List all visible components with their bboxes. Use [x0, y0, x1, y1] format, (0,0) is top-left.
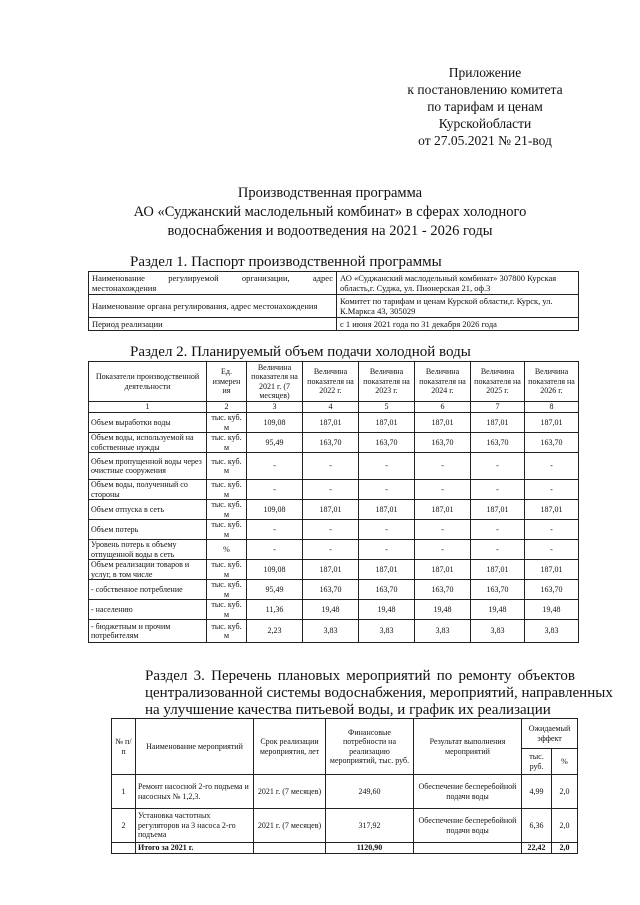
indicator-value: 3,83 — [303, 620, 359, 643]
table-row — [89, 500, 579, 520]
section2-heading: Раздел 2. Планируемый объем подачи холодной воды — [130, 344, 471, 360]
total-label: Итого за 2021 г. — [136, 843, 254, 854]
measure-result: Обеспечение бесперебойной подачи воды — [414, 809, 522, 843]
col-header: Величина показателя на 2021 г. (7 месяцев) — [247, 362, 303, 402]
indicator-value: - — [415, 453, 471, 480]
col-header: тыс. руб. — [522, 749, 552, 775]
table-row — [89, 453, 579, 480]
indicator-value: 187,01 — [303, 413, 359, 433]
indicator-value: 19,48 — [471, 600, 525, 620]
table-row — [89, 560, 579, 580]
total-finance: 1120,90 — [326, 843, 414, 854]
col-number: 1 — [89, 402, 207, 413]
col-number: 4 — [303, 402, 359, 413]
indicator-value: 3,83 — [525, 620, 579, 643]
indicator-value: 163,70 — [471, 580, 525, 600]
indicator-value: - — [359, 540, 415, 560]
indicator-value: 187,01 — [471, 560, 525, 580]
indicator-name: Объем воды, используемой на собственные нужды — [89, 433, 207, 453]
document-title — [60, 184, 600, 241]
indicator-value: 187,01 — [303, 560, 359, 580]
indicator-name: Уровень потерь к объему отпущенной воды в сеть — [89, 540, 207, 560]
measure-num: 1 — [112, 775, 136, 809]
col-number: 3 — [247, 402, 303, 413]
indicator-unit: тыс. куб. м — [207, 433, 247, 453]
table-row — [89, 433, 579, 453]
measure-name: Ремонт насосной 2-го подъема и насосных № 1,2,3. — [136, 775, 254, 809]
measure-term: 2021 г. (7 месяцев) — [254, 775, 326, 809]
indicator-unit: тыс. куб. м — [207, 500, 247, 520]
col-header: Ожидаемый эффект — [522, 719, 578, 749]
appendix-line: по тарифам и ценам — [427, 99, 543, 114]
indicator-unit: % — [207, 540, 247, 560]
indicator-value: - — [471, 453, 525, 480]
col-header: Величина показателя на 2024 г. — [415, 362, 471, 402]
indicator-value: 187,01 — [359, 500, 415, 520]
indicator-value: 187,01 — [415, 560, 471, 580]
indicator-value: 187,01 — [359, 413, 415, 433]
col-header: Результат выполнения мероприятий — [414, 719, 522, 775]
indicator-value: - — [303, 480, 359, 500]
measures-table — [111, 718, 578, 854]
measure-name: Установка частотных регуляторов на 3 насоса 2-го подъема — [136, 809, 254, 843]
measure-finance: 317,92 — [326, 809, 414, 843]
indicator-name: Объем отпуска в сеть — [89, 500, 207, 520]
total-rub: 22,42 — [522, 843, 552, 854]
indicator-unit: тыс. куб. м — [207, 560, 247, 580]
measure-pct: 2,0 — [552, 775, 578, 809]
indicator-value: 163,70 — [525, 580, 579, 600]
table-row — [112, 809, 578, 843]
indicator-value: 19,48 — [303, 600, 359, 620]
col-header: Величина показателя на 2023 г. — [359, 362, 415, 402]
passport-label: Наименование органа регулирования, адрес местонахождения — [89, 295, 337, 318]
col-header: № п/п — [112, 719, 136, 775]
indicator-value: - — [471, 520, 525, 540]
table-row — [89, 540, 579, 560]
indicator-value: 3,83 — [359, 620, 415, 643]
indicator-value: 187,01 — [415, 413, 471, 433]
indicator-value: 95,49 — [247, 433, 303, 453]
measure-term: 2021 г. (7 месяцев) — [254, 809, 326, 843]
table-row — [89, 580, 579, 600]
water-volume-table — [88, 361, 579, 643]
indicator-value: - — [525, 453, 579, 480]
indicator-value: 187,01 — [525, 560, 579, 580]
measure-finance: 249,60 — [326, 775, 414, 809]
indicator-name: Объем выработки воды — [89, 413, 207, 433]
total-row — [112, 843, 578, 854]
indicator-value: - — [415, 540, 471, 560]
indicator-value: - — [303, 453, 359, 480]
indicator-value: 3,83 — [471, 620, 525, 643]
col-number: 8 — [525, 402, 579, 413]
col-header: Срок реализации мероприятия, лет — [254, 719, 326, 775]
indicator-value: 163,70 — [359, 433, 415, 453]
indicator-name: - населению — [89, 600, 207, 620]
col-header: Показатели производственной деятельности — [89, 362, 207, 402]
column-number-row — [89, 402, 579, 413]
col-number: 7 — [471, 402, 525, 413]
indicator-value: - — [525, 480, 579, 500]
table-header-row — [89, 362, 579, 402]
indicator-value: - — [359, 480, 415, 500]
indicator-unit: тыс. куб. м — [207, 480, 247, 500]
col-header: Величина показателя на 2022 г. — [303, 362, 359, 402]
col-header: Финансовые потребности на реализацию мероприятий, тыс. руб. — [326, 719, 414, 775]
indicator-value: - — [415, 480, 471, 500]
appendix-line: Курскойобласти — [438, 116, 532, 131]
indicator-value: - — [525, 520, 579, 540]
indicator-unit: тыс. куб. м — [207, 413, 247, 433]
passport-label: Наименование регулируемой организации, адрес местонахождения — [89, 272, 337, 295]
indicator-unit: тыс. куб. м — [207, 520, 247, 540]
indicator-value: 19,48 — [359, 600, 415, 620]
indicator-value: - — [359, 520, 415, 540]
table-row — [89, 480, 579, 500]
indicator-value: - — [303, 540, 359, 560]
indicator-unit: тыс. куб. м — [207, 453, 247, 480]
indicator-unit: тыс. куб. м — [207, 620, 247, 643]
passport-value: с 1 июня 2021 года по 31 декабря 2026 года — [337, 318, 579, 331]
indicator-value: 11,36 — [247, 600, 303, 620]
water-volume-body — [89, 413, 579, 643]
indicator-value: 163,70 — [415, 433, 471, 453]
indicator-value: 2,23 — [247, 620, 303, 643]
indicator-value: 187,01 — [525, 413, 579, 433]
indicator-value: - — [247, 520, 303, 540]
indicator-value: - — [471, 540, 525, 560]
indicator-value: 187,01 — [471, 500, 525, 520]
col-header: % — [552, 749, 578, 775]
indicator-value: 3,83 — [415, 620, 471, 643]
indicator-value: 19,48 — [525, 600, 579, 620]
passport-table — [88, 271, 579, 331]
appendix-block — [380, 64, 590, 149]
col-number: 6 — [415, 402, 471, 413]
indicator-value: - — [525, 540, 579, 560]
indicator-value: 109,08 — [247, 560, 303, 580]
passport-label: Период реализации — [89, 318, 337, 331]
section3-heading-line: централизованной системы водоснабжения, мероприятий, направленных — [145, 685, 613, 701]
indicator-unit: тыс. куб. м — [207, 580, 247, 600]
indicator-value: 163,70 — [471, 433, 525, 453]
col-header: Величина показателя на 2025 г. — [471, 362, 525, 402]
section1-heading: Раздел 1. Паспорт производственной программы — [130, 254, 442, 270]
title-line: водоснабжения и водоотведения на 2021 - 2026 годы — [167, 223, 493, 239]
indicator-value: 187,01 — [415, 500, 471, 520]
indicator-value: 163,70 — [303, 580, 359, 600]
col-header: Наименование мероприятий — [136, 719, 254, 775]
indicator-name: Объем реализации товаров и услуг, в том числе — [89, 560, 207, 580]
table-header-row — [112, 719, 578, 749]
indicator-value: 187,01 — [471, 413, 525, 433]
appendix-line: Приложение — [448, 65, 522, 80]
indicator-name: Объем потерь — [89, 520, 207, 540]
indicator-value: 163,70 — [525, 433, 579, 453]
table-row — [89, 520, 579, 540]
indicator-value: 163,70 — [415, 580, 471, 600]
indicator-value: 95,49 — [247, 580, 303, 600]
indicator-value: 187,01 — [359, 560, 415, 580]
total-blank — [112, 843, 136, 854]
indicator-value: 109,08 — [247, 413, 303, 433]
table-row — [112, 775, 578, 809]
measure-rub: 4,99 — [522, 775, 552, 809]
table-row — [89, 620, 579, 643]
title-line: АО «Суджанский маслодельный комбинат» в сферах холодного — [133, 204, 527, 220]
total-pct: 2,0 — [552, 843, 578, 854]
col-header: Ед. измерен ия — [207, 362, 247, 402]
indicator-value: - — [247, 453, 303, 480]
measure-result: Обеспечение бесперебойной подачи воды — [414, 775, 522, 809]
appendix-line: от 27.05.2021 № 21-вод — [418, 133, 552, 148]
measure-pct: 2,0 — [552, 809, 578, 843]
col-number: 5 — [359, 402, 415, 413]
total-blank — [254, 843, 326, 854]
col-header: Величина показателя на 2026 г. — [525, 362, 579, 402]
indicator-name: - бюджетным и прочим потребителям — [89, 620, 207, 643]
passport-value: Комитет по тарифам и ценам Курской области,г. Курск, ул. К.Маркса 43, 305029 — [337, 295, 579, 318]
table-row — [89, 413, 579, 433]
indicator-value: - — [303, 520, 359, 540]
indicator-value: - — [471, 480, 525, 500]
indicator-name: Объем пропущенной воды через очистные сооружения — [89, 453, 207, 480]
indicator-name: Объем воды, полученный со стороны — [89, 480, 207, 500]
table-row — [89, 318, 579, 331]
indicator-value: 187,01 — [525, 500, 579, 520]
indicator-value: 19,48 — [415, 600, 471, 620]
measure-rub: 6,36 — [522, 809, 552, 843]
indicator-value: 109,08 — [247, 500, 303, 520]
col-number: 2 — [207, 402, 247, 413]
passport-value: АО «Суджанский маслодельный комбинат» 307800 Курская область,г. Суджа, ул. Пионерская 21, оф.3 — [337, 272, 579, 295]
total-blank — [414, 843, 522, 854]
appendix-line: к постановлению комитета — [407, 82, 563, 97]
indicator-value: - — [359, 453, 415, 480]
indicator-value: 187,01 — [303, 500, 359, 520]
indicator-value: 163,70 — [303, 433, 359, 453]
table-row — [89, 272, 579, 295]
measure-num: 2 — [112, 809, 136, 843]
table-row — [89, 600, 579, 620]
indicator-unit: тыс. куб. м — [207, 600, 247, 620]
section3-heading — [145, 668, 613, 719]
indicator-name: - собственное потребление — [89, 580, 207, 600]
section3-heading-line: Раздел 3. Перечень плановых мероприятий по ремонту объектов — [145, 668, 575, 684]
indicator-value: 163,70 — [359, 580, 415, 600]
title-line: Производственная программа — [237, 185, 423, 201]
section3-heading-line: на улучшение качества питьевой воды, и график их реализации — [145, 702, 551, 718]
table-row — [89, 295, 579, 318]
indicator-value: - — [415, 520, 471, 540]
indicator-value: - — [247, 480, 303, 500]
indicator-value: - — [247, 540, 303, 560]
